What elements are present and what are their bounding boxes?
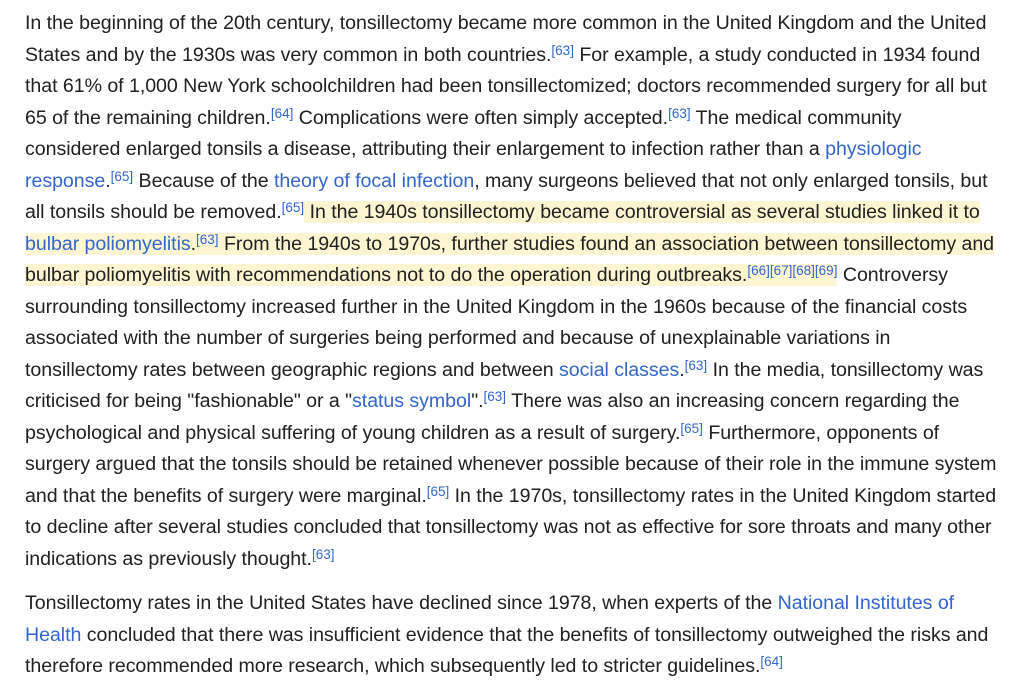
text-segment: concluded that there was insufficient evidence that the benefits of tonsillectomy outweighed the risks and therefore recommended more research, which subsequently led to stricter guidelines. [25, 623, 989, 677]
link-bulbar-poliomyelitis[interactable]: bulbar poliomyelitis [25, 232, 191, 255]
highlighted-text: From the 1940s to 1970s, further studies found an association between tonsillectomy and bulbar poliomyelitis with recommendations not to do the operation during outbreaks. [25, 232, 995, 286]
text-segment: In the beginning of the 20th century, tonsillectomy became more common in the United Kingdom and the United States and by the 1930s was very common in both countries. [25, 12, 987, 66]
citation-68[interactable]: [68] [792, 263, 815, 278]
citation-63[interactable]: [63] [311, 546, 335, 562]
text-segment: ". [471, 390, 484, 412]
link-physiologic-response[interactable]: physiologic response [25, 138, 922, 192]
link-national-institutes-of-health[interactable]: National Institutes of Health [25, 592, 955, 646]
citation-69[interactable]: [69] [814, 263, 838, 278]
citation-65[interactable]: [65] [680, 420, 703, 436]
citation-63[interactable]: [63] [684, 357, 708, 373]
citation-67[interactable]: [67] [769, 263, 793, 278]
text-segment: , many surgeons believed that not only enlarged tonsils, but all tonsils should be removed. [25, 169, 988, 223]
article-body [25, 8, 1000, 694]
text-segment: For example, a study conducted in 1934 found that 61% of 1,000 New York schoolchildren had been tonsillectomized; doctors recommended surgery for all but 65 of the remaining children. [25, 43, 987, 129]
citation-64[interactable]: [64] [760, 654, 783, 669]
highlighted-text: In the 1940s tonsillectomy became controversial as several studies linked it to [304, 201, 980, 223]
link-status-symbol[interactable]: status symbol [352, 390, 472, 412]
link-social-classes[interactable]: social classes [559, 358, 680, 381]
text-segment: Because of the [133, 169, 274, 192]
citation-63[interactable]: [63] [551, 42, 574, 58]
citation-63[interactable]: [63] [483, 389, 507, 404]
citation-63[interactable]: [63] [196, 231, 219, 247]
citation-63[interactable]: [63] [668, 105, 691, 121]
citation-65[interactable]: [65] [110, 168, 134, 184]
text-segment: In the 1970s, tonsillectomy rates in the United Kingdom started to decline after several studies concluded that tonsillectomy was not as effective for sore throats and many other indications as previously thought. [25, 484, 997, 570]
text-segment: . [105, 169, 111, 192]
text-segment: Complications were often simply accepted. [293, 106, 669, 129]
text-segment: . [679, 358, 685, 381]
text-segment: Furthermore, opponents of surgery argued that the tonsils should be retained whenever possible because of their role in the immune system and that the benefits of surgery were marginal. [25, 421, 997, 507]
citation-65[interactable]: [65] [281, 200, 305, 215]
highlighted-text: . [190, 232, 197, 255]
text-segment: There was also an increasing concern regarding the psychological and physical suffering of young children as a result of surgery. [25, 390, 960, 444]
citation-66[interactable]: [66] [747, 263, 770, 278]
link-theory-of-focal-infection[interactable]: theory of focal infection [273, 169, 475, 192]
citation-65[interactable]: [65] [426, 483, 450, 499]
text-segment: The medical community considered enlarged tonsils a disease, attributing their enlargement to infection rather than a [25, 106, 902, 160]
text-segment: Controversy surrounding tonsillectomy increased further in the United Kingdom in the 1960s because of the financial costs associated with the number of surgeries being performed and because of unexplainable variations in tonsillectomy rates between geographic regions and between [25, 264, 968, 381]
text-segment: In the media, tonsillectomy was criticised for being "fashionable" or a " [25, 358, 984, 412]
citation-64[interactable]: [64] [270, 105, 294, 121]
text-segment: Tonsillectomy rates in the United States have declined since 1978, when experts of the [25, 592, 778, 614]
paragraph-history [25, 8, 1000, 575]
paragraph-us-decline [25, 588, 1000, 683]
